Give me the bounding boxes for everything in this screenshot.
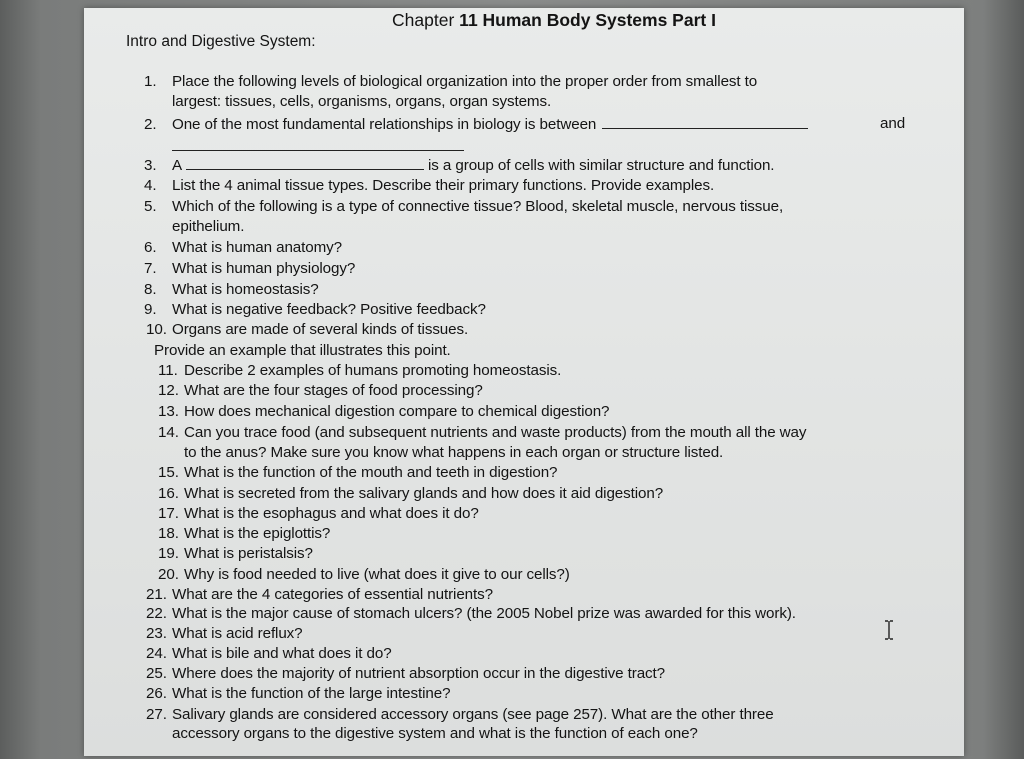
question-19: 19. What is peristalsis? [158,545,313,562]
question-5: 5. Which of the following is a type of connective tissue? Blood, skeletal muscle, nervous tissue, [144,198,784,215]
answer-blank[interactable] [172,136,464,151]
question-2-blank-2 [172,136,464,157]
answer-blank[interactable] [186,155,424,170]
page-title: Chapter 11 Human Body Systems Part I [392,10,716,30]
question-16: 16. What is secreted from the salivary glands and how does it aid digestion? [158,485,664,502]
question-24: 24. What is bile and what does it do? [146,645,392,662]
question-14-cont: to the anus? Make sure you know what happens in each organ or structure listed. [184,444,724,461]
question-23: 23. What is acid reflux? [146,625,303,642]
question-7: 7. What is human physiology? [144,260,356,277]
document-page [84,8,964,756]
question-9: 9. What is negative feedback? Positive feedback? [144,301,486,318]
text-cursor-icon [884,620,894,640]
page-subtitle: Intro and Digestive System: [126,33,316,50]
question-10-cont: Provide an example that illustrates this point. [154,342,451,359]
question-2-and: and [880,115,906,132]
question-1-cont: largest: tissues, cells, organisms, organs, organ systems. [172,93,552,110]
question-21: 21. What are the 4 categories of essential nutrients? [146,586,493,603]
question-2: 2. One of the most fundamental relationships in biology is between [144,114,808,135]
question-22: 22. What is the major cause of stomach ulcers? (the 2005 Nobel prize was awarded for this work). [146,605,796,622]
question-15: 15. What is the function of the mouth and teeth in digestion? [158,464,558,481]
question-4: 4. List the 4 animal tissue types. Describe their primary functions. Provide examples. [144,177,715,194]
question-27-cont: accessory organs to the digestive system and what is the function of each one? [172,725,698,742]
question-17: 17. What is the esophagus and what does it do? [158,505,479,522]
answer-blank[interactable] [602,114,808,129]
question-6: 6. What is human anatomy? [144,239,343,256]
question-27: 27. Salivary glands are considered accessory organs (see page 257). What are the other three [146,706,774,723]
question-11: 11. Describe 2 examples of humans promoting homeostasis. [158,362,562,379]
question-8: 8. What is homeostasis? [144,281,319,298]
question-25: 25. Where does the majority of nutrient absorption occur in the digestive tract? [146,665,666,682]
question-3: 3. A is a group of cells with similar structure and function. [144,157,775,174]
question-5-cont: epithelium. [172,218,245,235]
question-20: 20. Why is food needed to live (what does it give to our cells?) [158,566,570,583]
question-1: 1. Place the following levels of biological organization into the proper order from smallest to [144,73,758,90]
question-10: 10. Organs are made of several kinds of tissues. [146,321,469,338]
question-14: 14. Can you trace food (and subsequent nutrients and waste products) from the mouth all the way [158,424,807,441]
question-26: 26. What is the function of the large intestine? [146,685,451,702]
question-12: 12. What are the four stages of food processing? [158,382,483,399]
question-18: 18. What is the epiglottis? [158,525,331,542]
question-13: 13. How does mechanical digestion compare to chemical digestion? [158,403,610,420]
